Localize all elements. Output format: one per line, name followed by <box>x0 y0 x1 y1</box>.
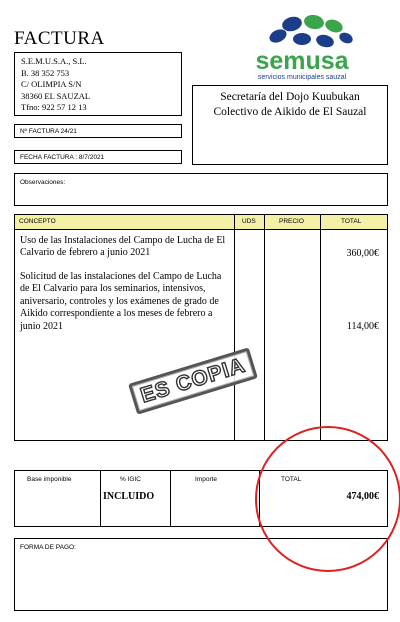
header-total: TOTAL <box>341 218 362 225</box>
logo-wordmark: semusa <box>255 47 349 75</box>
igic-label: % IGIC <box>120 476 141 483</box>
client-line-2: Colectivo de Aikido de El Sauzal <box>213 106 367 118</box>
line-item-total: 114,00€ <box>346 321 379 332</box>
company-city: 38360 EL SAUZAL <box>21 90 91 101</box>
total-highlight-circle <box>255 426 400 572</box>
client-box <box>192 85 388 165</box>
header-concept: CONCEPTO <box>19 218 56 225</box>
line-item-total: 360,00€ <box>346 248 379 259</box>
total-value: 474,00€ <box>346 491 379 502</box>
tax-amount-label: Importe <box>195 476 218 483</box>
items-table <box>14 214 388 441</box>
line-item-concept: Solicitud de las instalaciones del Campo de Lucha de El Calvario para los seminarios, intensivos, aniversario, controles y los exámenes de grado de Aikido correspondiente a los meses de febrero a junio 2021 <box>20 271 222 332</box>
document-title: FACTURA <box>14 28 105 49</box>
header-units: UDS <box>242 218 256 225</box>
base-label: Base imponible <box>27 476 72 483</box>
company-name: S.E.M.U.S.A., S.L. <box>21 56 87 66</box>
semusa-logo <box>222 14 382 86</box>
invoice-date: FECHA FACTURA : 8/7/2021 <box>14 150 182 164</box>
logo-tagline: servicios municipales sauzal <box>257 74 347 81</box>
header-price: PRECIO <box>279 218 304 225</box>
igic-value: INCLUIDO <box>103 491 155 502</box>
column-divider <box>100 471 101 526</box>
company-cif: B. 38 352 753 <box>21 67 70 78</box>
observations-box <box>14 173 388 206</box>
company-info <box>14 52 182 116</box>
payment-label: FORMA DE PAGO: <box>20 544 76 551</box>
invoice-number: Nº FACTURA 24/21 <box>14 124 182 138</box>
company-address: C/ OLIMPIA S/N <box>21 79 82 90</box>
column-divider <box>264 215 265 440</box>
logo-leaves-icon <box>267 14 354 49</box>
client-line-1: Secretaría del Dojo Kuubukan <box>220 91 360 103</box>
column-divider <box>234 215 235 440</box>
column-divider <box>320 215 321 440</box>
items-table-header <box>15 215 387 230</box>
company-phone: Tfno: 922 57 12 13 <box>21 102 87 113</box>
logo-graphic <box>222 14 382 86</box>
column-divider <box>170 471 171 526</box>
observations-label: Observaciones: <box>20 179 66 186</box>
copy-stamp: ES COPIA <box>128 347 258 415</box>
line-item-concept: Uso de las Instalaciones del Campo de Lucha de El Calvario de febrero a junio 2021 <box>20 235 226 259</box>
total-label: TOTAL <box>281 476 302 483</box>
